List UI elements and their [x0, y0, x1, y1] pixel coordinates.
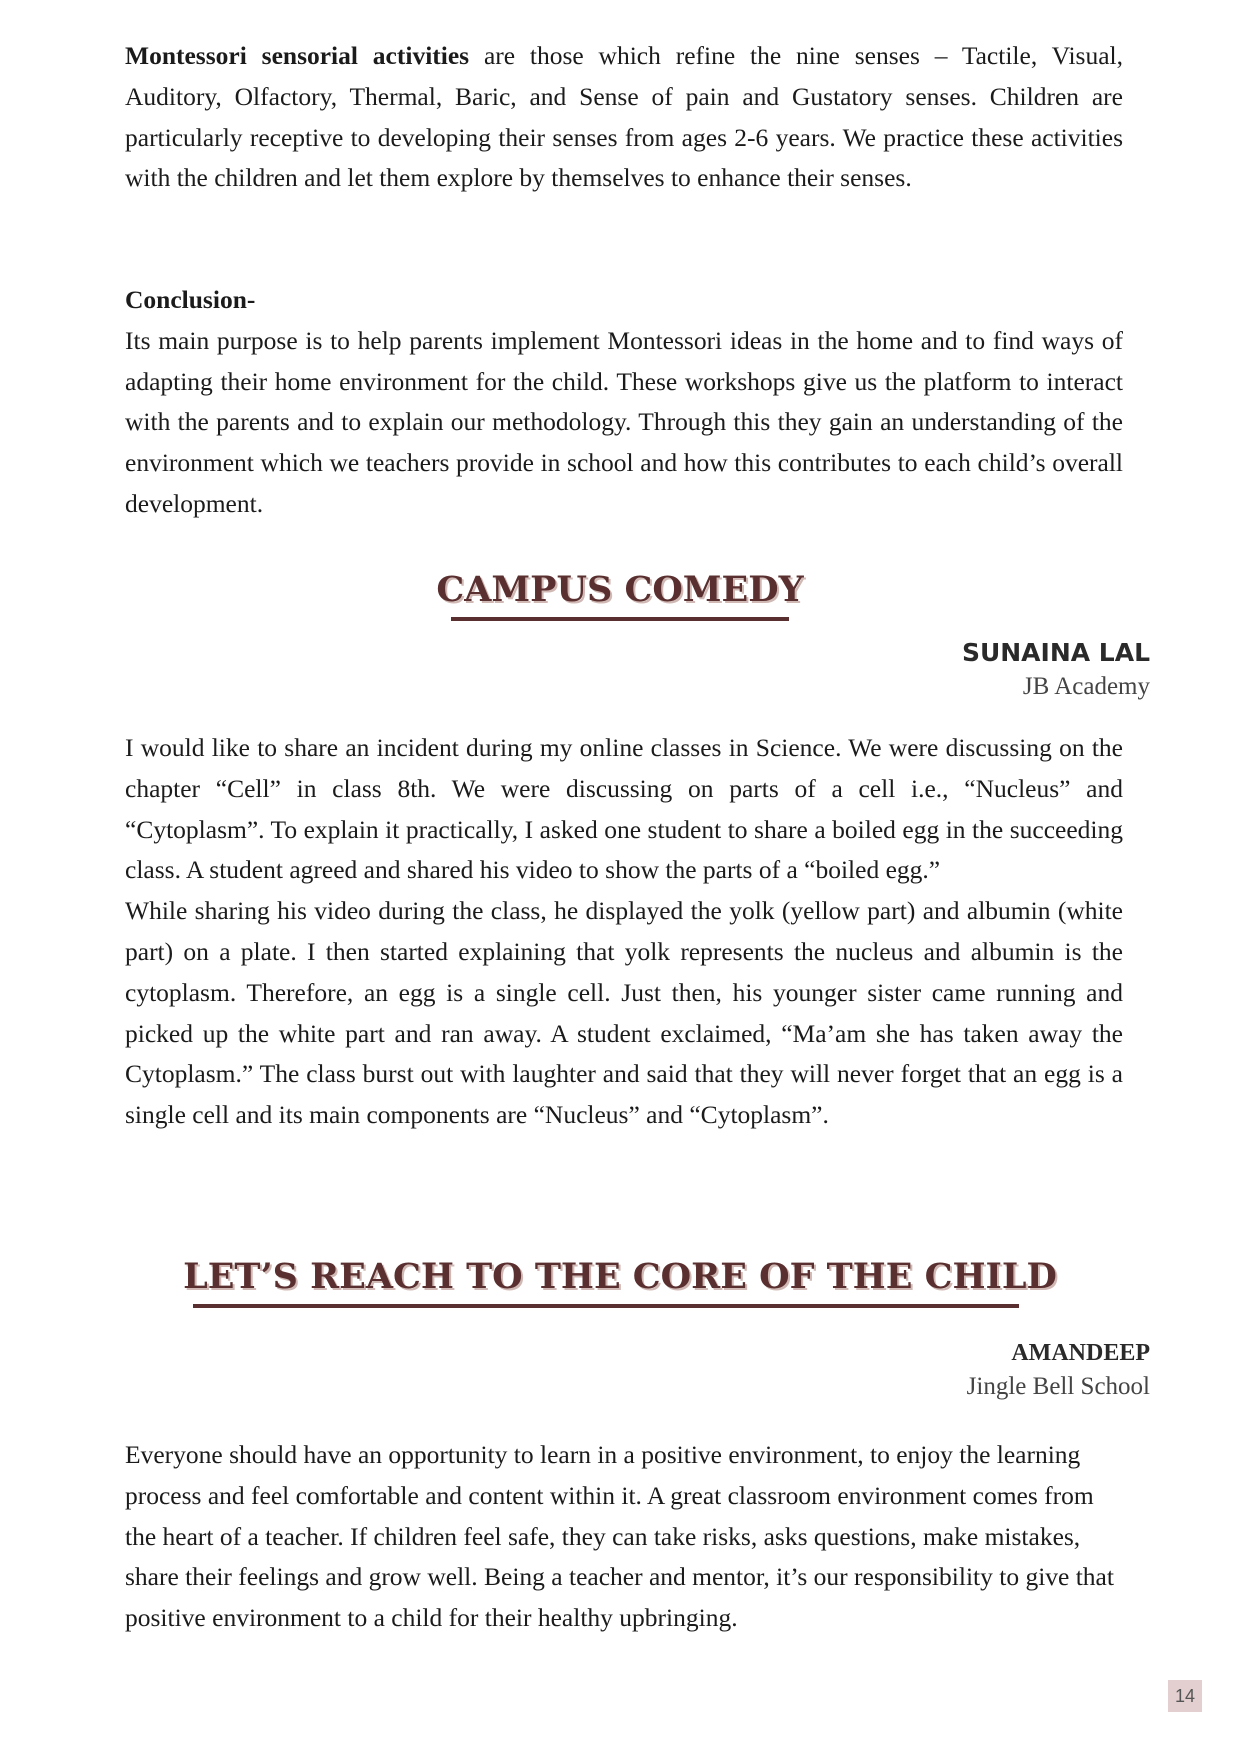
intro-paragraph [125, 36, 1123, 199]
core-child-title: LET’S REACH TO THE CORE OF THE CHILD [183, 1256, 1057, 1297]
campus-comedy-underline [451, 617, 789, 621]
core-child-school: Jingle Bell School [966, 1373, 1150, 1400]
conclusion-paragraph: Its main purpose is to help parents implement Montessori ideas in the home and to find ways of adapting their home environment for the child. These workshops give us the platform to interact with the parents and to explain our methodology. Through this they gain an understanding of the environment which we teachers provide in school and how this contributes to each child’s overall development. [125, 325, 1123, 518]
core-child-body [125, 1435, 1115, 1639]
core-child-byline [967, 1336, 1150, 1404]
conclusion-heading: Conclusion- [125, 285, 256, 314]
campus-comedy-byline [962, 636, 1150, 704]
intro-section [125, 36, 1123, 199]
core-child-author: AMANDEEP [1011, 1340, 1150, 1366]
conclusion-section [125, 280, 1123, 525]
campus-comedy-author: SUNAINA LAL [961, 638, 1150, 667]
campus-comedy-paragraph-2: While sharing his video during the class, he displayed the yolk (yellow part) and albumin (white part) on a plate. I then started explaining that yolk represents the nucleus and albumin is the cytoplasm. Therefore, an egg is a single cell. Just then, his younger sister came running and picked up the white part and ran away. A student exclaimed, “Ma’am she has taken away the Cytoplasm.” The class burst out with laughter and said that they will never forget that an egg is a single cell and its main components are “Nucleus” and “Cytoplasm”. [125, 896, 1123, 1130]
campus-comedy-body [125, 728, 1123, 1136]
core-child-paragraph: Everyone should have an opportunity to learn in a positive environment, to enjoy the learning process and feel comfortable and content within it. A great classroom environment comes from the heart of a teacher. If children feel safe, they can take risks, asks questions, make mistakes, share their feelings and grow well. Being a teacher and mentor, it’s our responsibility to give that positive environment to a child for their healthy upbringing. [125, 1440, 1114, 1633]
intro-bold-lead: Montessori sensorial activities [125, 41, 470, 70]
campus-comedy-school: JB Academy [1022, 673, 1150, 700]
page-number-badge: 14 [1168, 1680, 1202, 1712]
campus-comedy-paragraph-1: I would like to share an incident during my online classes in Science. We were discussing on the chapter “Cell” in class 8th. We were discussing on parts of a cell i.e., “Nucleus” and “Cytoplasm”. To explain it practically, I asked one student to share a boiled egg in the succeeding class. A student agreed and shared his video to show the parts of a “boiled egg.” [125, 733, 1123, 885]
core-child-underline [193, 1304, 1019, 1308]
intro-text: are those which refine the nine senses – Tactile, Visual, Auditory, Olfactory, Thermal, Baric, and Sense of pain and Gustatory senses. Children are particularly receptive to developing their senses from ages 2-6 years. We practice these activities with the children and let them explore by themselves to enhance their senses. [125, 41, 1123, 193]
campus-comedy-title: CAMPUS COMEDY [436, 569, 804, 610]
